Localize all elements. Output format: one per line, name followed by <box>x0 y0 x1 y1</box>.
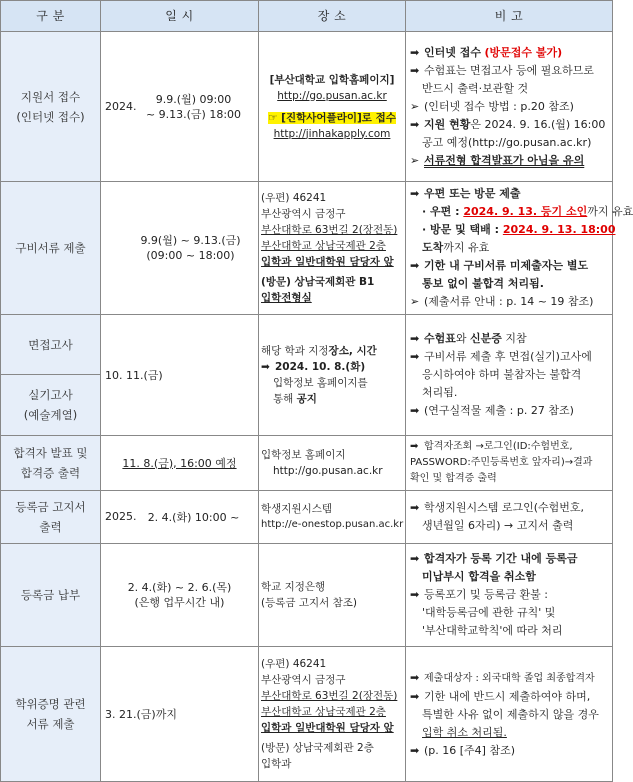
place-cell <box>259 315 406 436</box>
note-text: 확인 및 합격증 출력 <box>410 473 497 484</box>
place-homepage-link[interactable]: http://go.pusan.ac.kr <box>277 89 387 102</box>
arrow-icon: ➡ <box>410 45 420 59</box>
arrow-icon: ➡ <box>410 501 420 514</box>
category-label: 등록금 고지서 <box>15 500 86 514</box>
place-text: 입학과 일반대학원 담당자 앞 <box>261 256 394 268</box>
triangle-icon: ➢ <box>410 99 420 113</box>
place-jinhak-title: ☞ [진학사어플라이]로 접수 <box>268 111 396 124</box>
place-text: 2024. 10. 8.(화) <box>275 361 366 373</box>
note-cell <box>406 544 613 647</box>
place-text: 부산대학교 상남국제관 2층 <box>261 240 386 252</box>
place-text: 부산광역시 금정구 <box>261 674 346 686</box>
table-row <box>1 544 613 647</box>
table-row <box>1 182 613 315</box>
place-text: 해당 학과 지정 <box>261 345 329 357</box>
place-cell <box>259 491 406 544</box>
datetime-cell <box>101 544 259 647</box>
place-text: 입학과 <box>261 758 292 770</box>
category-cell <box>1 647 101 782</box>
note-text: 우편 또는 방문 제출 <box>424 187 521 200</box>
note-text: 특별한 사유 없이 제출하지 않을 경우 <box>422 707 599 721</box>
place-text: 입학정보 홈페이지 <box>261 449 346 461</box>
header-datetime: 일 시 <box>101 1 259 32</box>
note-red-text: (방문접수 불가) <box>484 45 563 59</box>
note-text: 입학 취소 처리됨. <box>422 725 507 739</box>
triangle-icon: ➢ <box>410 295 420 308</box>
year-label: 2025. <box>105 510 137 523</box>
note-text: 제출대상자 : 외국대학 졸업 최종합격자 <box>424 672 595 684</box>
table-row <box>1 315 613 375</box>
note-cell <box>406 436 613 491</box>
note-red-text: 2024. 9. 13. 등기 소인 <box>463 205 588 218</box>
note-text: 까지 유효 <box>443 241 490 254</box>
place-homepage-title: [부산대학교 입학홈페이지] <box>269 73 395 86</box>
header-place: 장 소 <box>259 1 406 32</box>
date-start: 9.9.(월) 09:00 <box>155 92 232 106</box>
table-row <box>1 647 613 782</box>
note-text: 지참 <box>501 332 527 345</box>
date-single: 10. 11.(금) <box>105 368 163 382</box>
place-cell <box>259 544 406 647</box>
note-text: 미납부시 합격을 취소함 <box>422 570 536 583</box>
note-text: 통보 없이 불합격 처리됨. <box>422 277 544 290</box>
note-text: 등록포기 및 등록금 환불 : <box>424 588 548 601</box>
place-text: 부산광역시 금정구 <box>261 208 346 220</box>
table-header-row <box>1 1 613 32</box>
category-cell <box>1 436 101 491</box>
category-sublabel: 합격증 출력 <box>20 466 81 480</box>
place-text: (우편) 46241 <box>261 192 327 204</box>
arrow-icon: ➡ <box>410 332 420 345</box>
note-text: 수험표 <box>424 332 456 345</box>
category-label: 등록금 납부 <box>20 588 81 602</box>
note-text: (p. 16 [주4] 참조) <box>424 743 516 757</box>
note-text: PASSWORD:주민등록번호 앞자리)→결과 <box>410 457 593 468</box>
arrow-icon: ➡ <box>261 361 270 373</box>
note-text: '대학등록금에 관한 규칙' 및 <box>422 606 556 619</box>
arrow-icon: ➡ <box>410 404 420 417</box>
arrow-icon: ➡ <box>410 552 420 565</box>
note-text: 인터넷 접수 <box>424 45 481 59</box>
category-label: 실기고사 <box>28 388 73 402</box>
place-text: 입학전형실 <box>261 292 312 304</box>
arrow-icon: ➡ <box>410 743 420 757</box>
place-text: 부산대학로 63번길 2(장전동) <box>261 690 398 702</box>
place-text: (우편) 46241 <box>261 658 327 670</box>
note-text: 응시하여야 하며 불참자는 불합격 <box>422 368 582 381</box>
note-text: '부산대학교학칙'에 따라 처리 <box>422 624 563 637</box>
datetime-cell <box>101 436 259 491</box>
note-text: 은 2024. 9. 16.(월) 16:00 <box>470 117 606 131</box>
arrow-icon: ➡ <box>410 187 420 200</box>
note-text: 신분증 <box>470 332 502 345</box>
category-label: 학위증명 관련 <box>15 697 86 711</box>
place-cell <box>259 436 406 491</box>
datetime-cell <box>101 315 259 436</box>
place-link[interactable]: http://go.pusan.ac.kr <box>273 465 383 477</box>
place-text: (방문) 상남국제회관 B1 <box>261 276 375 288</box>
note-text: 합격자가 등록 기간 내에 등록금 <box>424 552 578 565</box>
note-text: 기한 내 구비서류 미제출자는 별도 <box>424 259 589 272</box>
datetime-cell <box>101 491 259 544</box>
place-text: 공지 <box>296 393 317 405</box>
place-text: 부산대학교 상남국제관 2층 <box>261 706 386 718</box>
date-range: 9.9(월) ~ 9.13.(금) <box>140 234 241 247</box>
category-label: 구비서류 제출 <box>15 241 86 255</box>
note-text: 생년월일 6자리) → 고지서 출력 <box>422 519 574 532</box>
note-text: (연구실적물 제출 : p. 27 참조) <box>424 404 574 417</box>
category-cell <box>1 182 101 315</box>
table-row <box>1 491 613 544</box>
note-cell <box>406 315 613 436</box>
datetime-cell <box>101 182 259 315</box>
arrow-icon: ➡ <box>410 259 420 272</box>
table-row <box>1 436 613 491</box>
place-jinhak-link[interactable]: http://jinhakapply.com <box>273 127 391 140</box>
arrow-icon: ➡ <box>410 350 420 363</box>
table-row <box>1 32 613 182</box>
place-cell <box>259 32 406 182</box>
note-text: 지원 현황 <box>424 117 471 131</box>
arrow-icon: ➡ <box>410 117 420 131</box>
note-text: 처리됨. <box>422 386 458 399</box>
category-label: 합격자 발표 및 <box>13 446 88 460</box>
place-text: 통해 <box>273 393 297 405</box>
date-single: 11. 8.(금), 16:00 예정 <box>122 456 237 470</box>
arrow-icon: ➡ <box>410 689 420 703</box>
place-cell <box>259 647 406 782</box>
note-text: · 방문 및 택배 : <box>422 223 503 236</box>
place-text: (등록금 고지서 참조) <box>261 597 358 609</box>
note-red-text: 2024. 9. 13. 18:00 <box>502 223 616 236</box>
note-text: (제출서류 안내 : p. 14 ~ 19 참조) <box>424 295 594 308</box>
note-text: 와 <box>455 332 471 345</box>
place-text: 부산대학로 63번길 2(장전동) <box>261 224 398 236</box>
note-text: 도착 <box>422 241 444 254</box>
category-sublabel: (인터넷 접수) <box>16 109 85 124</box>
year-label: 2024. <box>105 99 137 113</box>
date-single: 2. 4.(화) 10:00 ~ <box>147 510 240 524</box>
datetime-cell <box>101 647 259 782</box>
date-end: ~ 9.13.(금) 18:00 <box>145 107 242 121</box>
datetime-cell <box>101 32 259 182</box>
note-text: 구비서류 제출 후 면접(실기)고사에 <box>424 350 592 363</box>
arrow-icon: ➡ <box>410 441 419 452</box>
category-cell <box>1 544 101 647</box>
place-text: 입학정보 홈페이지를 <box>273 377 368 389</box>
place-text: 학교 지정은행 <box>261 581 326 593</box>
category-cell <box>1 375 101 436</box>
arrow-icon: ➡ <box>410 63 420 77</box>
note-text: 반드시 출력·보관할 것 <box>422 81 529 95</box>
header-note: 비 고 <box>406 1 613 32</box>
category-cell <box>1 315 101 375</box>
date-hours: (09:00 ~ 18:00) <box>146 249 235 262</box>
note-cell <box>406 647 613 782</box>
category-cell <box>1 32 101 182</box>
note-text: 합격자조회 →로그인(ID:수험번호, <box>424 441 573 452</box>
note-cell <box>406 491 613 544</box>
note-text: 서류전형 합격발표가 아님을 유의 <box>424 153 585 167</box>
place-text: 장소, 시간 <box>328 345 377 357</box>
note-text: · 우편 : <box>422 205 464 218</box>
category-sublabel: 서류 제출 <box>26 717 75 731</box>
note-text: 수험표는 면접고사 등에 필요하므로 <box>424 63 594 77</box>
arrow-icon: ➡ <box>410 588 420 601</box>
category-sublabel: (예술계열) <box>23 408 78 422</box>
place-text: 학생지원시스템 <box>261 503 333 515</box>
note-cell <box>406 182 633 315</box>
date-range: 2. 4.(화) ~ 2. 6.(목) <box>127 581 232 594</box>
note-cell <box>406 32 613 182</box>
category-sublabel: 출력 <box>39 520 62 534</box>
arrow-icon: ➡ <box>410 670 420 684</box>
header-category: 구 분 <box>1 1 101 32</box>
triangle-icon: ➢ <box>410 153 420 167</box>
note-text: (인터넷 접수 방법 : p.20 참조) <box>424 99 574 113</box>
place-cell <box>259 182 406 315</box>
date-single: 3. 21.(금)까지 <box>105 707 177 721</box>
note-text: 기한 내에 반드시 제출하여야 하며, <box>424 689 591 703</box>
note-text: 공고 예정(http://go.pusan.ac.kr) <box>422 135 592 149</box>
note-text: 학생지원시스템 로그인(수험번호, <box>424 501 585 514</box>
place-text: (방문) 상남국제회관 2층 <box>261 742 374 754</box>
category-label: 지원서 접수 <box>20 89 81 104</box>
category-label: 면접고사 <box>28 337 73 352</box>
category-cell <box>1 491 101 544</box>
date-hours: (은행 업무시간 내) <box>134 596 225 609</box>
place-text: 입학과 일반대학원 담당자 앞 <box>261 722 394 734</box>
place-link[interactable]: http://e-onestop.pusan.ac.kr <box>261 519 404 530</box>
note-text: 까지 유효 <box>587 205 633 218</box>
